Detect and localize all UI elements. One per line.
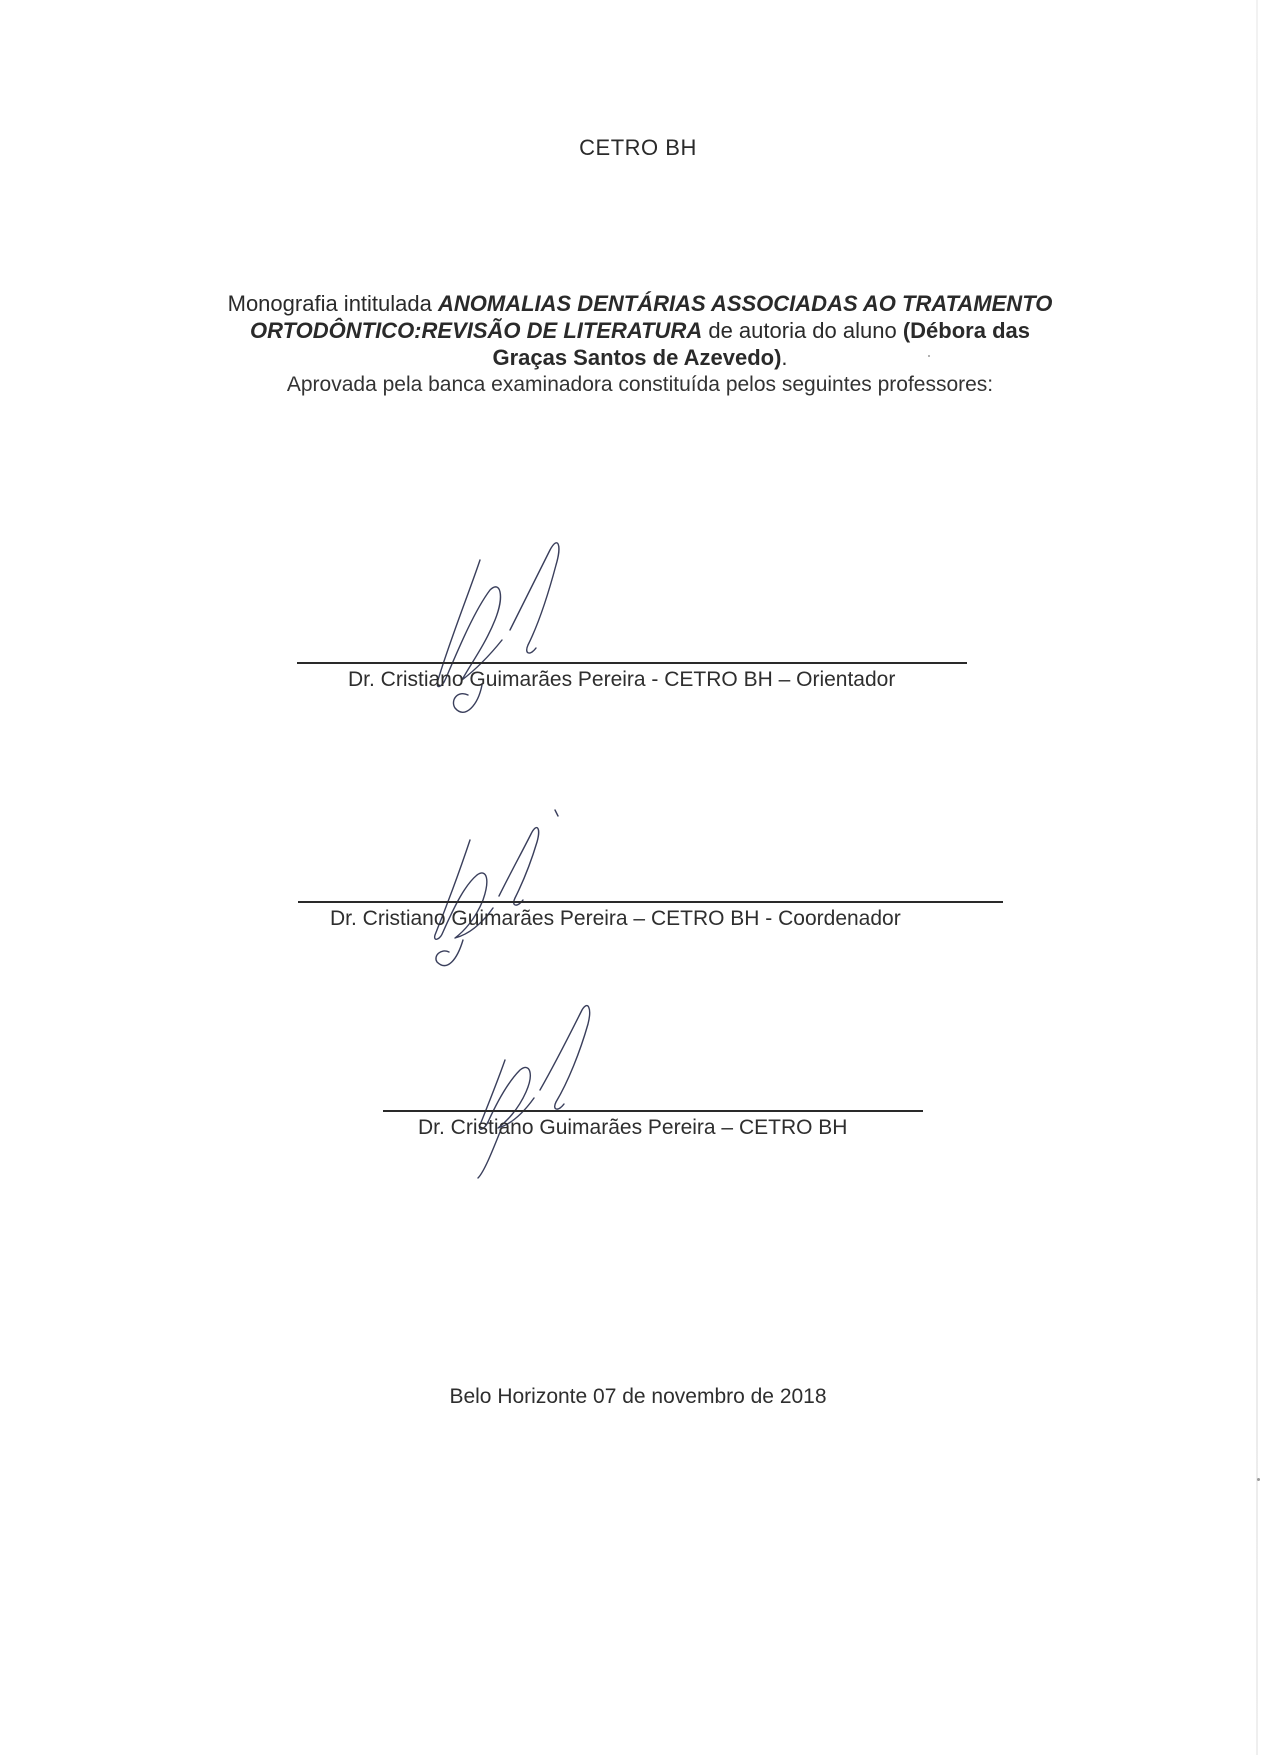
page-edge (1256, 0, 1258, 1755)
author-suffix: . (781, 345, 788, 370)
monograph-title-line-2: ORTODÔNTICO:REVISÃO DE LITERATURA (249, 318, 703, 343)
approval-statement: Aprovada pela banca examinadora constituída pelos seguintes professores: (286, 373, 994, 396)
monograph-intro-paragraph (190, 290, 1090, 371)
authorship-text: de autoria do aluno (702, 318, 903, 343)
institution-header: CETRO BH (579, 135, 697, 160)
scan-speck (1257, 1478, 1260, 1481)
signature-caption-2: Dr. Cristiano Guimarães Pereira – CETRO BH - Coordenador (330, 907, 901, 930)
signature-caption-1: Dr. Cristiano Guimarães Pereira - CETRO BH – Orientador (348, 668, 896, 691)
author-name-line-1: (Débora das (902, 318, 1030, 343)
signature-line-1 (297, 662, 967, 664)
signature-caption-3: Dr. Cristiano Guimarães Pereira – CETRO BH (418, 1116, 848, 1139)
signature-line-3 (383, 1110, 923, 1112)
monograph-description (190, 290, 1090, 398)
handwritten-signature-3 (460, 1000, 640, 1200)
scan-speck (928, 355, 930, 357)
handwritten-signature-2 (415, 800, 575, 990)
place-and-date: Belo Horizonte 07 de novembro de 2018 (449, 1385, 827, 1408)
handwritten-signature-1 (420, 530, 600, 730)
intro-prefix: Monografia intitulada (227, 291, 438, 316)
monograph-title-line-1: ANOMALIAS DENTÁRIAS ASSOCIADAS AO TRATAMENTO (437, 291, 1053, 316)
author-name-line-2: Graças Santos de Azevedo) (492, 345, 782, 370)
signature-line-2 (298, 901, 1003, 903)
